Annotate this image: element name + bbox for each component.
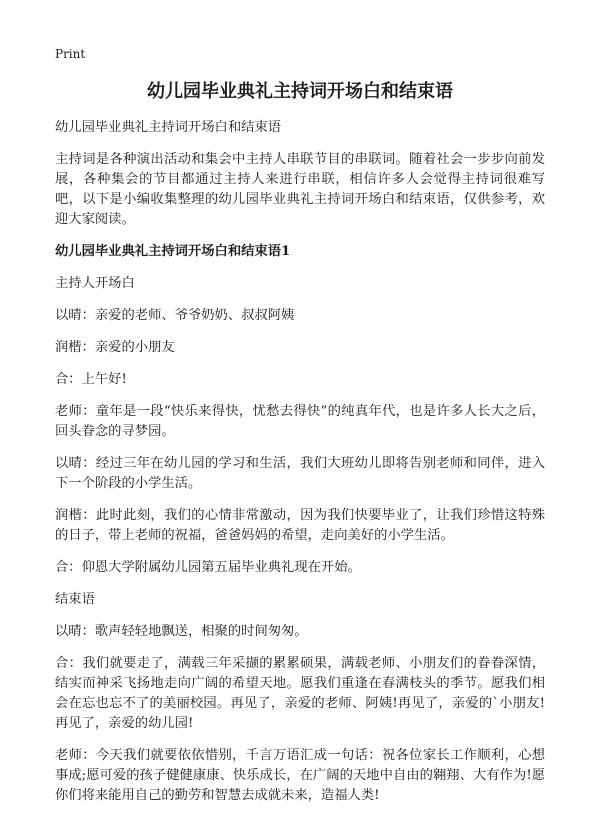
print-link[interactable]: Print [55,47,86,61]
opening-label: 主持人开场白 [55,276,135,291]
section-heading: 幼儿园毕业典礼主持词开场白和结束语1 [55,244,291,259]
paragraph-4: 老师：童年是一段“快乐来得快，忧愁去得快”的纯真年代，也是许多人长大之后，回头眷念的寻梦园。 [55,404,545,439]
intro-paragraph: 主持词是各种演出活动和集会中主持人串联节目的串联词。随着社会一步步向前发展，各种集会的节目都通过主持人来进行串联，相信许多人会觉得主持词很难写吧，以下是小编收集整理的幼儿园毕业典礼主持词开场白和结束语，仅供参考，欢迎大家阅读。 [55,152,545,227]
closing-label: 结束语 [55,592,95,607]
paragraph-2: 润楷：亲爱的小朋友 [55,340,175,355]
subtitle: 幼儿园毕业典礼主持词开场白和结束语 [55,120,282,135]
paragraph-6: 润楷：此时此刻，我们的心情非常激动，因为我们快要毕业了，让我们珍惜这特殊的日子，带上老师的祝福，爸爸妈妈的希望，走向美好的小学生活。 [55,508,545,543]
document-body [55,118,545,818]
paragraph-10: 老师：今天我们就要依依惜别，千言万语汇成一句话：祝各位家长工作顺利，心想事成;愿可爱的孩子健健康康、快乐成长，在广阔的天地中自由的翱翔、大有作为!愿你们将来能用自己的勤劳和智慧去成就未来，造福人类! [55,748,545,803]
paragraph-8: 以晴：歌声轻轻地飘送，相聚的时间匆匆。 [55,624,308,639]
paragraph-5: 以晴：经过三年在幼儿园的学习和生活，我们大班幼儿即将告别老师和同伴，进入下一个阶段的小学生活。 [55,456,545,491]
paragraph-9: 合：我们就要走了，满载三年采撷的累累硕果，满载老师、小朋友们的眷眷深情，结实而神采飞扬地走向广阔的希望天地。愿我们重逢在春满枝头的季节。愿我们相会在忘也忘不了的美丽校园。再见了，亲爱的老师、阿姨!再见了，亲爱的`小朋友!再见了，亲爱的幼儿园! [55,656,545,731]
paragraph-3: 合：上午好! [55,372,127,387]
paragraph-7: 合：仰恩大学附属幼儿园第五届毕业典礼现在开始。 [55,560,361,575]
paragraph-1: 以晴：亲爱的老师、爷爷奶奶、叔叔阿姨 [55,308,295,323]
document-title: 幼儿园毕业典礼主持词开场白和结束语 [147,81,453,102]
